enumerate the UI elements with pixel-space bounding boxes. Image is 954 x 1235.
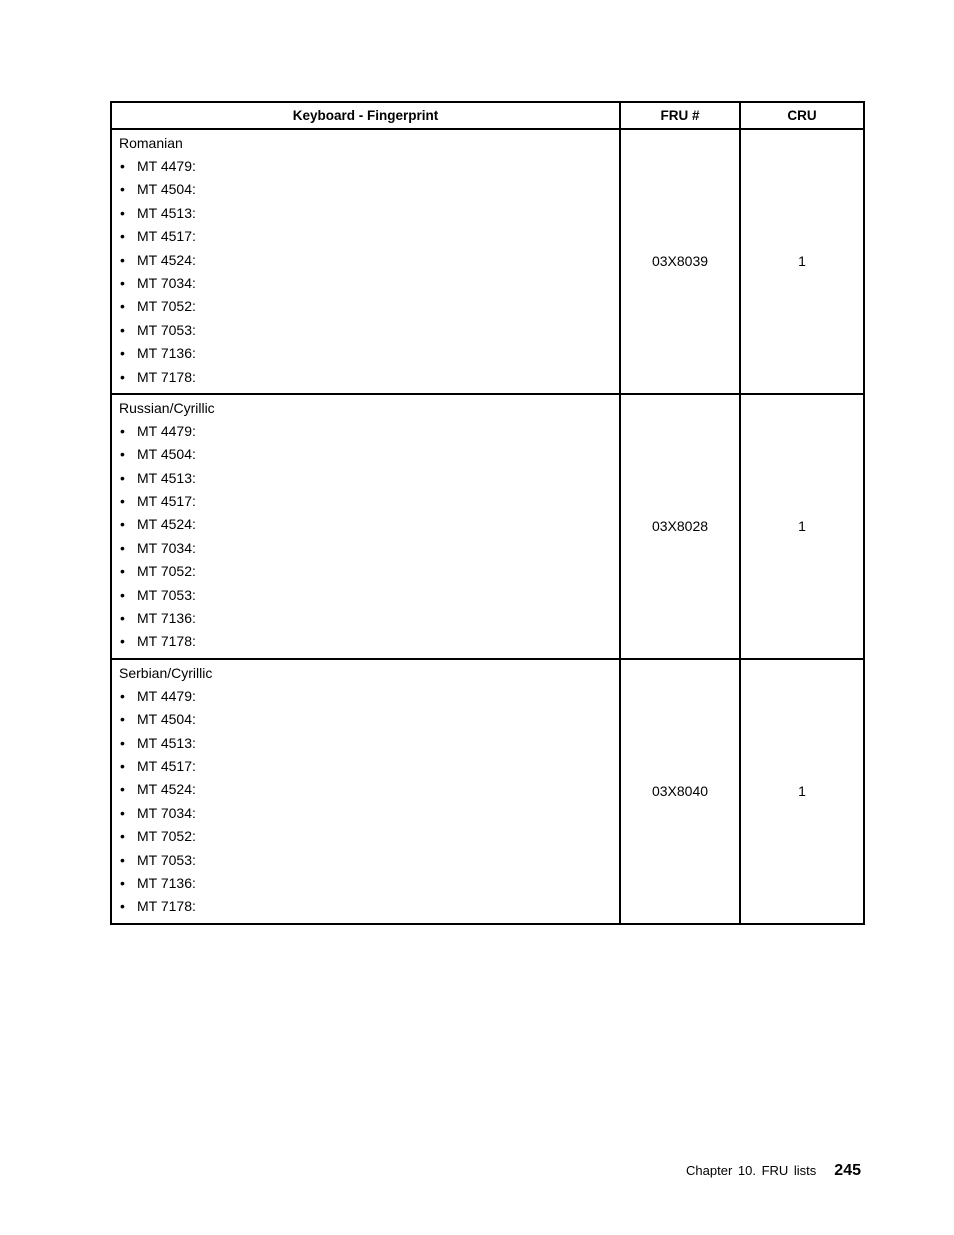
table-row xyxy=(111,659,864,924)
list-item xyxy=(119,537,619,560)
page-number: 245 xyxy=(834,1162,861,1179)
machine-type: MT 4479: xyxy=(137,422,196,439)
machine-type: MT 4517: xyxy=(137,228,196,245)
list-item xyxy=(119,560,619,583)
list-item xyxy=(119,467,619,490)
row-title: Russian/Cyrillic xyxy=(119,399,215,416)
list-item xyxy=(119,342,619,365)
table-row xyxy=(111,394,864,659)
cru-value: 1 xyxy=(740,659,864,924)
cru-value: 1 xyxy=(740,129,864,394)
machine-type: MT 4513: xyxy=(137,469,196,486)
bullet-icon: • xyxy=(120,781,125,798)
bullet-icon: • xyxy=(120,851,125,868)
bullet-icon: • xyxy=(120,563,125,580)
machine-type: MT 4517: xyxy=(137,757,196,774)
list-item xyxy=(119,202,619,225)
machine-type: MT 4517: xyxy=(137,493,196,510)
machine-type: MT 4524: xyxy=(137,251,196,268)
machine-type: MT 4513: xyxy=(137,204,196,221)
list-item xyxy=(119,513,619,536)
list-item xyxy=(119,825,619,848)
list-item xyxy=(119,443,619,466)
machine-type: MT 7053: xyxy=(137,321,196,338)
chapter-label: Chapter 10. FRU lists xyxy=(686,1163,817,1178)
row-description-cell xyxy=(111,659,620,924)
machine-type: MT 4504: xyxy=(137,181,196,198)
bullet-icon: • xyxy=(120,804,125,821)
page-footer xyxy=(686,1162,861,1180)
machine-type: MT 4479: xyxy=(137,687,196,704)
bullet-icon: • xyxy=(120,586,125,603)
machine-type: MT 7136: xyxy=(137,345,196,362)
bullet-icon: • xyxy=(120,633,125,650)
machine-type: MT 7136: xyxy=(137,874,196,891)
machine-type: MT 7034: xyxy=(137,539,196,556)
table-row xyxy=(111,129,864,394)
list-item xyxy=(119,249,619,272)
table-header-row xyxy=(111,102,864,129)
bullet-icon: • xyxy=(120,874,125,891)
machine-type: MT 7053: xyxy=(137,586,196,603)
row-title: Serbian/Cyrillic xyxy=(119,664,213,681)
machine-type-list xyxy=(119,685,619,919)
bullet-icon: • xyxy=(120,898,125,915)
list-item xyxy=(119,732,619,755)
bullet-icon: • xyxy=(120,687,125,704)
bullet-icon: • xyxy=(120,828,125,845)
machine-type: MT 4524: xyxy=(137,516,196,533)
list-item xyxy=(119,178,619,201)
bullet-icon: • xyxy=(120,446,125,463)
list-item xyxy=(119,708,619,731)
machine-type: MT 7053: xyxy=(137,851,196,868)
bullet-icon: • xyxy=(120,610,125,627)
header-fru: FRU # xyxy=(620,102,740,129)
header-description: Keyboard - Fingerprint xyxy=(111,102,620,129)
fru-number: 03X8040 xyxy=(620,659,740,924)
bullet-icon: • xyxy=(120,516,125,533)
machine-type: MT 7178: xyxy=(137,898,196,915)
list-item xyxy=(119,272,619,295)
bullet-icon: • xyxy=(120,321,125,338)
machine-type: MT 7178: xyxy=(137,368,196,385)
list-item xyxy=(119,295,619,318)
list-item xyxy=(119,319,619,342)
bullet-icon: • xyxy=(120,368,125,385)
bullet-icon: • xyxy=(120,422,125,439)
machine-type: MT 7034: xyxy=(137,274,196,291)
list-item xyxy=(119,490,619,513)
list-item xyxy=(119,584,619,607)
list-item xyxy=(119,366,619,389)
cru-value: 1 xyxy=(740,394,864,659)
machine-type: MT 4504: xyxy=(137,711,196,728)
machine-type: MT 7052: xyxy=(137,828,196,845)
machine-type-list xyxy=(119,420,619,654)
list-item xyxy=(119,755,619,778)
list-item xyxy=(119,607,619,630)
bullet-icon: • xyxy=(120,711,125,728)
header-cru: CRU xyxy=(740,102,864,129)
bullet-icon: • xyxy=(120,204,125,221)
bullet-icon: • xyxy=(120,539,125,556)
machine-type: MT 4479: xyxy=(137,158,196,174)
list-item xyxy=(119,155,619,178)
bullet-icon: • xyxy=(120,493,125,510)
machine-type: MT 7178: xyxy=(137,633,196,650)
fru-number: 03X8028 xyxy=(620,394,740,659)
bullet-icon: • xyxy=(120,274,125,291)
fru-number: 03X8039 xyxy=(620,129,740,394)
list-item xyxy=(119,685,619,708)
machine-type: MT 4504: xyxy=(137,446,196,463)
bullet-icon: • xyxy=(120,228,125,245)
fru-table xyxy=(110,101,865,925)
list-item xyxy=(119,802,619,825)
bullet-icon: • xyxy=(120,251,125,268)
row-title: Romanian xyxy=(119,135,183,151)
bullet-icon: • xyxy=(120,469,125,486)
list-item xyxy=(119,895,619,918)
list-item xyxy=(119,849,619,872)
machine-type: MT 4513: xyxy=(137,734,196,751)
bullet-icon: • xyxy=(120,345,125,362)
machine-type-list xyxy=(119,155,619,389)
list-item xyxy=(119,630,619,653)
bullet-icon: • xyxy=(120,298,125,315)
row-description-cell xyxy=(111,394,620,659)
bullet-icon: • xyxy=(120,757,125,774)
row-description-cell xyxy=(111,129,620,394)
bullet-icon: • xyxy=(120,158,125,174)
machine-type: MT 7136: xyxy=(137,610,196,627)
machine-type: MT 7052: xyxy=(137,563,196,580)
list-item xyxy=(119,872,619,895)
bullet-icon: • xyxy=(120,181,125,198)
list-item xyxy=(119,225,619,248)
machine-type: MT 7034: xyxy=(137,804,196,821)
bullet-icon: • xyxy=(120,734,125,751)
machine-type: MT 4524: xyxy=(137,781,196,798)
machine-type: MT 7052: xyxy=(137,298,196,315)
list-item xyxy=(119,778,619,801)
list-item xyxy=(119,420,619,443)
